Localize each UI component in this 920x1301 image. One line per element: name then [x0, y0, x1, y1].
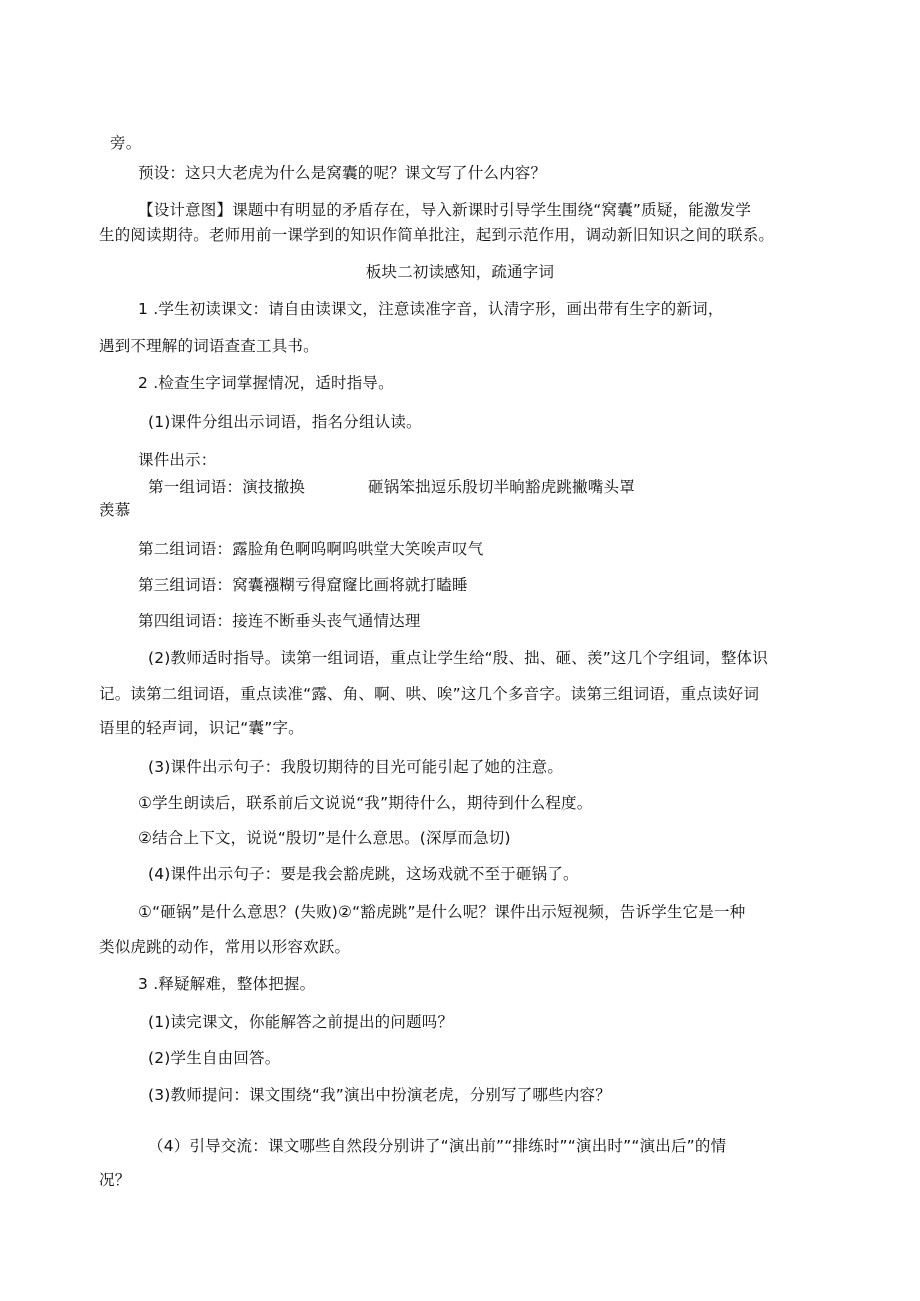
paragraph-line: (4)课件出示句子：要是我会豁虎跳，这场戏就不至于砸锅了。	[148, 865, 579, 883]
paragraph-line: 3 .释疑解难，整体把握。	[138, 975, 316, 993]
design-intent-line: 生的阅读期待。老师用前一课学到的知识作简单批注，起到示范作用，调动新旧知识之间的联系。	[99, 226, 775, 244]
paragraph-line: ②结合上下文，说说“殷切”是什么意思。(深厚而急切)	[138, 829, 511, 847]
paragraph-line: (3)教师提问：课文围绕“我”演出中扮演老虎，分别写了哪些内容？	[148, 1086, 611, 1104]
paragraph-line: 旁。	[110, 134, 142, 152]
paragraph-line: 类似虎跳的动作，常用以形容欢跃。	[99, 938, 351, 956]
word-group-line: 第三组词语：窝囊襁糊亏得窟窿比画将就打瞌睡	[138, 576, 468, 594]
paragraph-line: 课件出示：	[138, 451, 217, 469]
paragraph-line: （4）引导交流：课文哪些自然段分别讲了“演出前”“排练时”“演出时”“演出后”的情	[148, 1137, 727, 1155]
word-group-label: 第一组词语：演技撤换	[148, 478, 306, 496]
design-intent-line: 【设计意图】课题中有明显的矛盾存在，导入新课时引导学生围绕“窝囊”质疑，能激发学	[138, 201, 752, 219]
paragraph-line: (2)学生自由回答。	[148, 1049, 281, 1067]
paragraph-line: ①“砸锅”是什么意思？(失败)②“豁虎跳”是什么呢？课件出示短视频，告诉学生它是一种	[138, 903, 746, 921]
section-heading: 板块二初读感知，疏通字词	[365, 263, 555, 281]
word-group-words: 羡慕	[99, 501, 131, 519]
paragraph-line: (1)课件分组出示词语，指名分组认读。	[148, 413, 422, 431]
word-group-line: 第四组词语：接连不断垂头丧气通情达理	[138, 612, 421, 630]
word-group-words: 砸锅笨拙逗乐殷切半晌豁虎跳撇嘴头罩	[368, 478, 635, 496]
paragraph-line: (1)读完课文，你能解答之前提出的问题吗？	[148, 1013, 454, 1031]
paragraph-line: 遇到不理解的词语查查工具书。	[99, 337, 319, 355]
paragraph-line: ①学生朗读后，联系前后文说说“我”期待什么，期待到什么程度。	[138, 794, 593, 812]
paragraph-line: 2 .检查生字词掌握情况，适时指导。	[138, 374, 394, 392]
paragraph-line: (3)课件出示句子：我殷切期待的目光可能引起了她的注意。	[148, 758, 564, 776]
paragraph-line: 况？	[99, 1171, 131, 1189]
paragraph-line: 1 .学生初读课文：请自由读课文，注意读准字音，认清字形，画出带有生字的新词，	[138, 300, 724, 318]
paragraph-line: (2)教师适时指导。读第一组词语，重点让学生给“殷、拙、砸、羡”这几个字组词，整体识	[148, 649, 768, 667]
paragraph-line: 语里的轻声词，识记“囊”字。	[99, 719, 304, 737]
paragraph-line: 预设：这只大老虎为什么是窝囊的呢？课文写了什么内容？	[138, 164, 547, 182]
paragraph-line: 记。读第二组词语，重点读准“露、角、啊、哄、唉”这几个多音字。读第三组词语，重点读好词	[99, 685, 760, 703]
word-group-line: 第二组词语：露脸角色啊呜啊呜哄堂大笑唉声叹气	[138, 540, 484, 558]
